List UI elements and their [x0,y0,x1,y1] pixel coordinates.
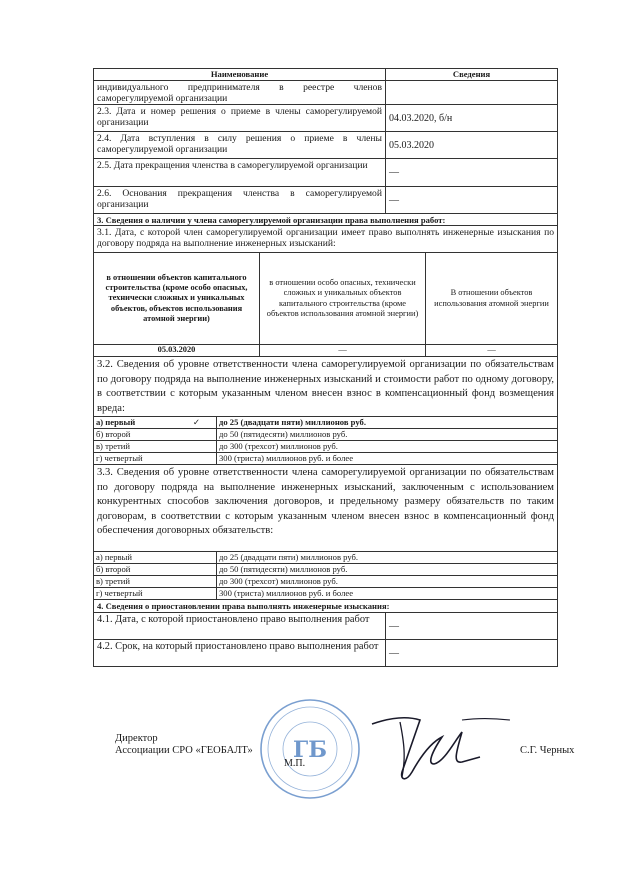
col-atomic-value: — [487,345,496,355]
level-amount: до 25 (двадцати пяти) миллионов руб. [219,417,366,427]
level-name: г) четвертый [96,453,143,463]
date-columns-header [94,252,557,344]
row-value: 04.03.2020, б/н [389,112,453,124]
level-amount: 300 (триста) миллионов руб. и более [219,453,354,463]
level-row [94,440,557,452]
table-row [94,639,557,666]
level-mark [177,576,217,587]
level-name: в) третий [96,441,130,451]
row-value [386,81,557,104]
col-capital-objects: в отношении объектов капитального строительства (кроме особо опасных, технически сложных и уникальных объектов, объектов использования атомной энергии) [94,253,260,344]
level-mark [177,429,217,440]
table-row [94,80,557,104]
level-mark [177,441,217,452]
item-3-2 [94,356,557,416]
row-name: 4.1. Дата, с которой приостановлено право выполнения работ [94,613,386,639]
level-row [94,575,557,587]
info-table [93,68,558,667]
table-header [94,69,557,80]
level-amount: до 50 (пятидесяти) миллионов руб. [219,429,348,439]
row-value: — [389,194,399,206]
level-name: в) третий [96,576,130,586]
level-mark [177,564,217,575]
section-4-title-text: 4. Сведения о приостановлении права выполнять инженерные изыскания: [97,601,390,611]
stamp-place-label: М.П. [284,758,306,769]
item-3-1 [94,225,557,252]
table-row [94,612,557,639]
handwritten-signature [362,702,512,792]
level-mark [177,588,217,599]
level-name: г) четвертый [96,588,143,598]
item-3-3 [94,464,557,551]
col-dangerous-objects: в отношении особо опасных, технически сложных и уникальных объектов капитального строительства (кроме объектов использования атомной энергии) [260,253,426,344]
col-atomic-objects: В отношении объектов использования атомной энергии [434,288,549,308]
level-row [94,416,557,428]
item-3-2-text: 3.2. Сведения об уровне ответственности члена саморегулируемой организации по обязательствам по договору подряда на выполнение инженерных изысканий и стоимости работ по одному договору, в соответствии с которым указанным членом внесен взнос в компенсационный фонд возмещения вреда: [97,359,554,414]
table-row [94,186,557,213]
stamp-seal [258,697,362,801]
row-name: 2.3. Дата и номер решения о приеме в члены саморегулируемой организации [94,105,386,131]
row-value: — [389,167,399,178]
level-amount: до 50 (пятидесяти) миллионов руб. [219,564,348,574]
row-name: 2.4. Дата вступления в силу решения о приеме в члены саморегулируемой организации [94,132,386,158]
item-3-1-text: 3.1. Дата, с которой член саморегулируемой организации имеет право выполнять инженерные изыскания по договору подряда на выполнение инженерных изысканий: [97,227,554,249]
row-value: — [389,620,399,632]
signer-position: Директор [115,733,158,744]
level-amount: до 300 (трехсот) миллионов руб. [219,441,338,451]
signer-org: Ассоциации СРО «ГЕОБАЛТ» [115,745,253,756]
level-name: а) первый [96,417,136,427]
level-mark [177,453,217,464]
row-value: — [389,647,399,659]
level-name: а) первый [96,552,132,562]
row-name: 4.2. Срок, на который приостановлено право выполнения работ [94,640,386,666]
col-capital-value: 05.03.2020 [94,345,260,356]
row-name: 2.6. Основания прекращения членства в саморегулируемой организации [94,187,386,213]
check-mark-icon: ✓ [177,417,217,428]
row-value: 05.03.2020 [389,139,434,151]
table-row [94,158,557,186]
section-4-title [94,599,557,612]
item-3-3-text: 3.3. Сведения об уровне ответственности члена саморегулируемой организации по обязательствам по договору подряда на выполнение инженерных изысканий, заключенным с использованием конкурентных способов заключения договоров, и предельному размеру обязательств по таким договорам, в соответствии с которым указанным членом внесен взнос в компенсационный фонд обеспечения договорных обязательств: [97,467,554,536]
level-row [94,452,557,464]
level-row [94,428,557,440]
signer-name: С.Г. Черных [520,745,575,756]
level-amount: до 300 (трехсот) миллионов руб. [219,576,338,586]
section-3-title [94,213,557,225]
table-row [94,104,557,131]
level-amount: до 25 (двадцати пяти) миллионов руб. [219,552,359,562]
level-mark [177,552,217,563]
section-3-title-text: 3. Сведения о наличии у члена саморегулируемой организации права выполнения работ: [97,215,446,225]
col-dangerous-value: — [260,345,426,356]
row-name: индивидуального предпринимателя в реестре членов саморегулируемой организации [94,81,386,104]
date-columns-values [94,344,557,356]
level-name: б) второй [96,429,131,439]
header-value: Сведения [452,69,491,79]
level-row [94,563,557,575]
level-row [94,587,557,599]
level-row [94,551,557,563]
stamp-mark: ГБ [293,737,327,763]
row-name: 2.5. Дата прекращения членства в саморегулируемой организации [94,159,386,186]
header-name: Наименование [94,69,386,80]
level-name: б) второй [96,564,131,574]
level-amount: 300 (триста) миллионов руб. и более [219,588,354,598]
table-row [94,131,557,158]
